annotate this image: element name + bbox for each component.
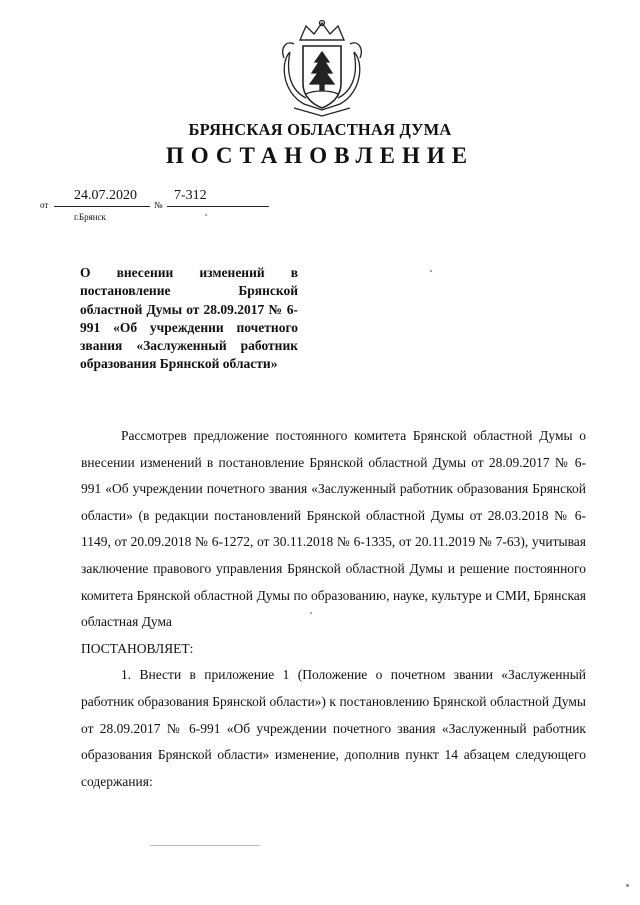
- document-title: О внесении изменений в постановление Брянской областной Думы от 28.09.2017 № 6-991 «Об учреждении почетного звания «Заслуженный работник образования Брянской области»: [80, 265, 298, 372]
- resolves-heading: ПОСТАНОВЛЯЕТ:: [81, 640, 194, 656]
- scan-speck: [310, 612, 312, 614]
- item-1-paragraph: 1. Внести в приложение 1 (Положение о почетном звании «Заслуженный работник образования Брянской области») к постановлению Брянской областной Думы от 28.09.2017 № 6-991 «Об учреждении почетного звания «Заслуженный работник образования Брянской области» изменение, дополнив пункт 14 абзацем следующего содержания:: [81, 667, 586, 789]
- document-type: ПОСТАНОВЛЕНИЕ: [165, 143, 475, 168]
- city: г.Брянск: [74, 212, 106, 222]
- number-underline: [167, 206, 269, 207]
- document-meta: [40, 188, 340, 228]
- date-label: от: [40, 200, 49, 210]
- organization-name: БРЯНСКАЯ ОБЛАСТНАЯ ДУМА: [188, 120, 452, 139]
- scan-speck: [626, 884, 629, 887]
- document-body: [81, 423, 586, 795]
- document-number: 7-312: [174, 188, 207, 203]
- document-date: 24.07.2020: [74, 188, 137, 203]
- preamble-paragraph: Рассмотрев предложение постоянного комитета Брянской областной Думы о внесении изменений в постановление Брянской областной Думы от 28.09.2017 № 6-991 «Об учреждении почетного звания «Заслуженный работник образования Брянской области» (в редакции постановлений Брянской областной Думы от 28.03.2018 № 6-1149, от 20.09.2018 № 6-1272, от 30.11.2018 № 6-1335, от 20.11.2019 № 7-63), учитывая заключение правового управления Брянской областной Думы и решение постоянного комитета Брянской областной Думы по образованию, науке, культуре и СМИ, Брянская областная Дума: [81, 428, 586, 630]
- coat-of-arms-emblem: [276, 18, 368, 118]
- scan-artifact-line: [150, 845, 260, 846]
- scan-speck: [205, 214, 207, 216]
- date-underline: [54, 206, 150, 207]
- number-label: №: [154, 200, 163, 210]
- scan-speck: [430, 270, 432, 272]
